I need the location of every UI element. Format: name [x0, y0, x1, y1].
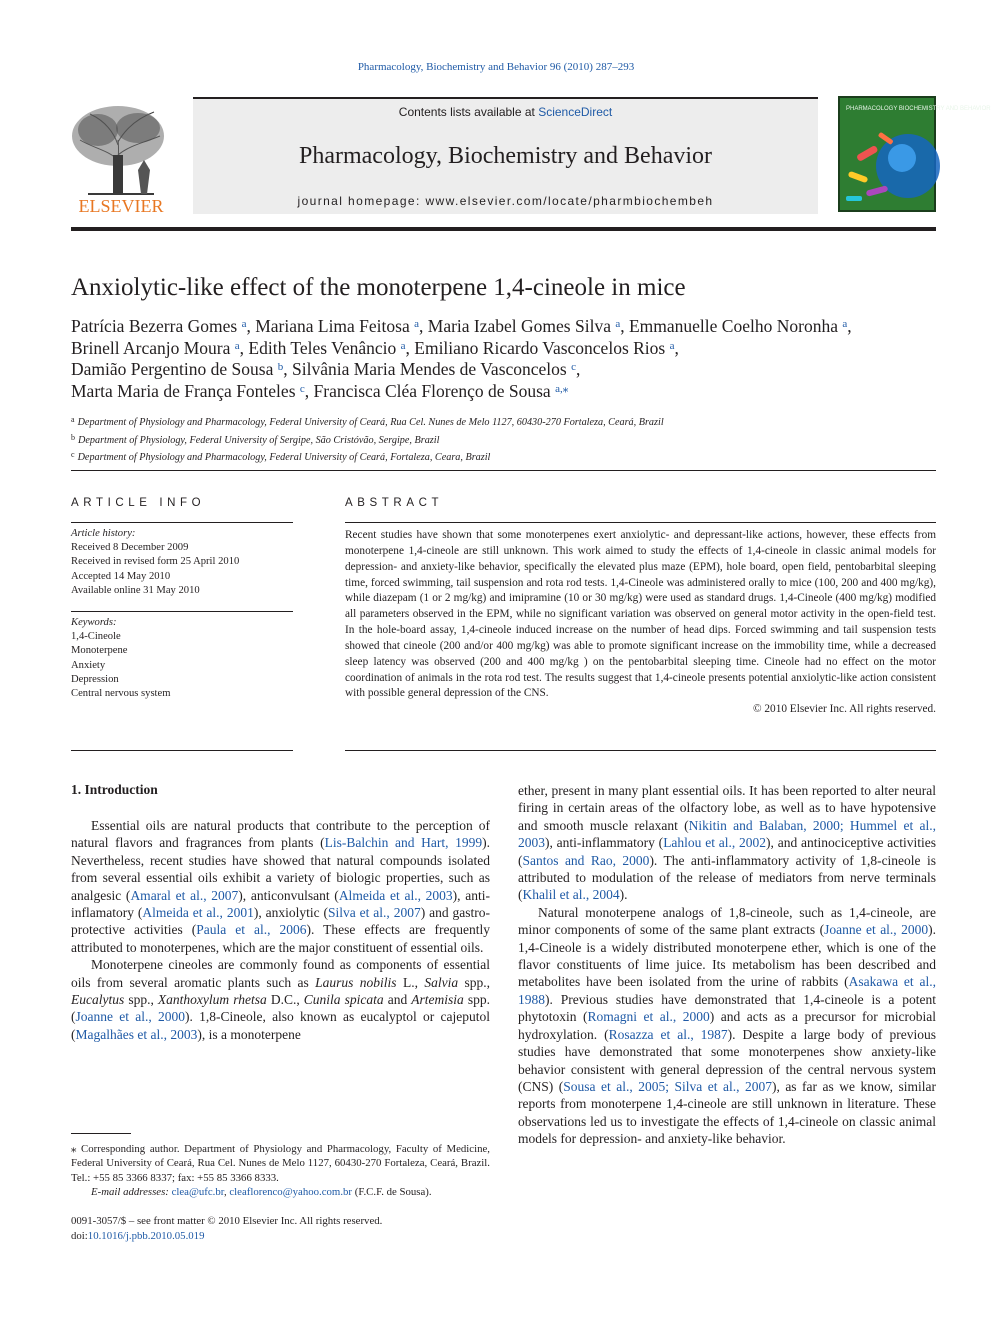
italic-term: Salvia [424, 974, 459, 990]
body-text: ), anti-inflamatory ( [71, 887, 490, 921]
affiliation-text: Department of Physiology, Federal University of Sergipe, São Cristóvão, Sergipe, Brazil [78, 434, 440, 446]
author-name[interactable]: Patrícia Bezerra Gomes [71, 316, 238, 336]
italic-term: Laurus nobilis [315, 974, 397, 990]
affiliation-mark: b [71, 432, 75, 442]
author-affiliation-mark[interactable]: a [234, 339, 240, 352]
cover-title: PHARMACOLOGY BIOCHEMISTRY AND BEHAVIOR [846, 106, 991, 112]
keywords-label: Keywords: [71, 617, 117, 628]
author-affiliation-mark[interactable]: a [241, 318, 247, 330]
body-text: ) and gastro-protective activities ( [71, 905, 490, 938]
title-rule [71, 470, 936, 471]
body-text: spp., [458, 974, 491, 990]
citation-link[interactable]: Sousa et al., 2005; Silva et al., 2007 [563, 1078, 772, 1094]
abstract-rule-bottom [345, 750, 936, 751]
doi-link[interactable]: 10.1016/j.pbb.2010.05.019 [87, 1229, 205, 1242]
affiliation-mark: a [71, 415, 75, 424]
citation-link[interactable]: Asakawa et al., 1988 [518, 974, 936, 1007]
email-link-1[interactable]: clea@ufc.br [171, 1185, 224, 1198]
issn-line: 0091-3057/$ – see front matter © 2010 Elsevier Inc. All rights reserved. [71, 1215, 383, 1227]
italic-term: Xanthoxylum rhetsa [157, 992, 267, 1008]
contents-prefix: Contents lists available at [398, 105, 539, 119]
body-text: ). These effects are frequently attributed to monoterpenes, which are the major constituent of essential oils. [71, 922, 491, 955]
citation-link[interactable]: Santos and Rao, 2000 [522, 852, 650, 868]
article-info-rule-mid [71, 611, 293, 612]
author-line: Marta Maria de França Fonteles $^c$, Francisca Cléa Florenço de Sousa $^{a,⁎}$ [71, 380, 569, 401]
author-name[interactable]: Emmanuelle Coelho Noronha [628, 316, 838, 336]
journal-citation[interactable]: Pharmacology, Biochemistry and Behavior 96 (2010) 287–293 [357, 61, 635, 73]
keywords-list [71, 630, 170, 701]
masthead-rule [71, 227, 936, 231]
history-item: Accepted 14 May 2010 [71, 570, 171, 582]
body-text: ether, present in many plant essential oils. It has been reported to alter neural firing in certain areas of the olfactory lobe, as well as to have hypotensive and smooth muscle relaxant ( [518, 783, 936, 833]
author-name[interactable]: Edith Teles Venâncio [248, 337, 397, 358]
journal-cover-image [838, 96, 991, 212]
affiliation [71, 448, 664, 466]
article-info-rule-bottom [71, 750, 293, 751]
author-name[interactable]: Francisca Cléa Florenço de Sousa [313, 380, 551, 401]
body-text: Monoterpene cineoles are commonly found as components of essential oils from several aromatic plants such as [71, 957, 490, 990]
abstract-copyright: © 2010 Elsevier Inc. All rights reserved. [752, 703, 936, 716]
body-text: and [383, 992, 412, 1008]
journal-title: Pharmacology, Biochemistry and Behavior [298, 143, 712, 169]
history-item: Available online 31 May 2010 [71, 584, 200, 596]
body-text: D.C., [266, 992, 304, 1008]
article-title: Anxiolytic-like effect of the monoterpene 1,4-cineole in mice [71, 274, 686, 301]
sciencedirect-link[interactable]: ScienceDirect [538, 105, 613, 119]
affiliation-text: Department of Physiology and Pharmacology, Federal University of Ceará, Rua Cel. Nunes de Melo 1127, 60430-270 Fortaleza, Ceará, Brazil [77, 417, 664, 428]
italic-term: Eucalytus [71, 992, 125, 1008]
body-text: ), is a monoterpene [197, 1026, 301, 1042]
article-history [71, 527, 239, 598]
body-text: Essential oils are natural products that contribute to the perception of natural flavors and fragrances from plants ( [71, 818, 490, 851]
citation-link[interactable]: Almeida et al., 2003 [338, 887, 453, 903]
body-text: ), and antinociceptive activities ( [518, 835, 936, 868]
front-matter [71, 1214, 382, 1243]
abstract-rule-top [345, 522, 936, 523]
author-name[interactable]: Maria Izabel Gomes Silva [427, 316, 611, 336]
citation-link[interactable]: Joanne et al., 2000 [75, 1009, 185, 1025]
body-text: ), anti-inflammatory ( [545, 835, 664, 851]
corresponding-author-footnote [71, 1142, 490, 1199]
author-line: Brinell Arcanjo Moura $^a$, Edith Teles Venâncio $^a$, Emiliano Ricardo Vasconcelos Rios $^a$, [71, 337, 679, 358]
author-affiliation-mark[interactable]: b [277, 361, 284, 373]
body-text: Natural monoterpene analogs of 1,8-cineole, such as 1,4-cineole, are minor components of some of the same plant extracts ( [518, 904, 936, 938]
body-paragraph [518, 904, 936, 1148]
keyword-item: Depression [71, 673, 119, 685]
author-affiliation-mark[interactable]: a,⁎ [555, 382, 569, 395]
author-name[interactable]: Brinell Arcanjo Moura [71, 337, 231, 358]
body-text: ). Despite a large body of previous studies have demonstrated that some monoterpenes show anxiety-like behavior consistent with general depression of the central nervous system (CNS) ( [518, 1026, 936, 1094]
author-affiliation-mark[interactable]: a [414, 318, 420, 330]
body-column-left [71, 817, 490, 1043]
affiliation-list [71, 413, 664, 466]
body-text: ) and acts as a precursor for microbial hydroxylation. ( [518, 1009, 937, 1042]
author-name[interactable]: Marta Maria de França Fonteles [71, 380, 296, 401]
citation-link[interactable]: Almeida et al., 2001 [142, 905, 254, 921]
history-item: Received in revised form 25 April 2010 [71, 556, 240, 568]
keyword-item: Monoterpene [71, 645, 128, 657]
italic-term: Cunila spicata [303, 992, 384, 1008]
body-text: spp. ( [71, 992, 491, 1025]
email-suffix: (F.C.F. de Sousa). [352, 1185, 432, 1198]
citation-link[interactable]: Lahlou et al., 2002 [663, 835, 767, 851]
body-text: ), anxiolytic ( [253, 905, 328, 921]
author-affiliation-mark[interactable]: a [669, 339, 675, 352]
elsevier-wordmark: ELSEVIER [78, 196, 164, 216]
email-line: E-mail addresses: clea@ufc.br, cleaflorenco@yahoo.com.br (F.C.F. de Sousa). [91, 1185, 432, 1198]
affiliation [71, 413, 664, 431]
body-text: ). 1,8-Cineole, also known as eucalyptol or cajeputol ( [71, 1009, 490, 1042]
keywords-block [71, 616, 170, 701]
email-label: E-mail addresses: [91, 1185, 169, 1198]
journal-homepage [193, 194, 818, 208]
body-paragraph [518, 782, 936, 904]
article-info-rule-top [71, 522, 293, 523]
doi-label: doi: [71, 1229, 88, 1242]
elsevier-logo [68, 100, 174, 216]
footnote-rule [71, 1133, 131, 1134]
body-text: ), anticonvulsant ( [238, 887, 339, 903]
history-list [71, 541, 239, 598]
keyword-item: Anxiety [71, 659, 106, 671]
contents-line [193, 105, 818, 119]
author-affiliation-mark[interactable]: a [615, 318, 621, 330]
section-title-introduction: 1. Introduction [71, 782, 158, 797]
author-affiliation-mark[interactable]: a [400, 339, 406, 352]
body-text: ). Nevertheless, recent studies have showed that natural compounds isolated from several essential oils exhibit a variety of biologic properties, such as analgesic ( [71, 835, 491, 903]
citation-link[interactable]: Joanne et al., 2000 [824, 922, 929, 938]
citation-link[interactable]: Paula et al., 2006 [196, 922, 307, 938]
author-affiliation-mark[interactable]: c [571, 361, 576, 373]
author-name[interactable]: Emiliano Ricardo Vasconcelos Rios [414, 337, 666, 358]
keyword-item: Central nervous system [71, 688, 171, 700]
italic-term: Artemisia [411, 992, 464, 1008]
citation-link[interactable]: Romagni et al., 2000 [587, 1009, 710, 1025]
author-affiliation-mark[interactable]: a [842, 318, 848, 330]
homepage-url[interactable]: www.elsevier.com/locate/pharmbiochembeh [425, 194, 714, 208]
body-paragraph [71, 956, 490, 1043]
citation-link[interactable]: Silva et al., 2007 [328, 905, 421, 921]
body-paragraph [71, 817, 490, 956]
body-column-right [518, 782, 936, 1148]
body-text: L., [396, 974, 425, 990]
corresponding-author-text: ⁎ Corresponding author. Department of Physiology and Pharmacology, Faculty of Medicine, Federal University of Ceará, Rua Cel. Nunes de Melo 1127, 60430-270 Fortaleza, Ceará, Brazil. Tel.: +55 85 3366 8337; fax: +55 85 3366 8333. [71, 1143, 490, 1184]
citation-link[interactable]: Magalhães et al., 2003 [75, 1026, 198, 1042]
body-text: ), as far as we know, similar reports from monoterpene 1,4-cineole are still unknown in literature. These observations led us to investigate the effects of 1,4-cineole on classic animal models for depression- and anxiety-like behavior. [518, 1078, 937, 1147]
citation-link[interactable]: Nikitin and Balaban, 2000; Hummel et al., 2003 [518, 817, 936, 851]
citation-link[interactable]: Amaral et al., 2007 [130, 887, 239, 903]
author-name[interactable]: Damião Pergentino de Sousa [71, 359, 274, 379]
body-text: ). Previous studies have demonstrated that 1,4-cineole is a potent phytotoxin ( [518, 991, 936, 1025]
keyword-item: 1,4-Cineole [71, 631, 121, 643]
email-link-2[interactable]: cleaflorenco@yahoo.com.br [229, 1185, 353, 1198]
body-text: ). The anti-inflammatory activity of 1,8-cineole is attributed to modulation of the release of mediators from nerve terminals ( [518, 852, 936, 903]
affiliation-mark: c [71, 450, 75, 459]
affiliation-text: Department of Physiology and Pharmacology, Federal University of Ceará, Fortaleza, Ceara, Brazil [77, 452, 491, 463]
abstract-text: Recent studies have shown that some monoterpenes exert anxiolytic- and depressant-like actions, however, these effects from monoterpene 1,4-cineole are still unknown. This work aimed to study the effects of 1,4-cineole in classic animal models for depression- and anxiety-like behavior, specifically the elevated plus maze (EPM), hole board, open field, pentobarbital sleeping time, forced swimming, tail suspension and rota rod tests. 1,4-Cineole was administered orally to mice (100, 200 and 400 mg/kg), while diazepam (1 or 2 mg/kg) and imipramine (10 or 30 mg/kg) were used as standard drugs. 1,4-Cineole (400 mg/kg) modified all parameters observed in the EPM, while no significant variation was observed on general motor activity in the open-field test. In the hole-board assay, 1,4-cineole induced increase on the number of head dips. Forced swimming and tail suspension tests showed that cineole (200 and/or 400 mg/kg) was able to promote significant increase on the immobility time, while a decreased sleep latency was observed (200 and 400 mg/kg ) on the pentobarbital sleeping time. Cineole had no effect on the motor coordination of animals in the rota rod test. The results suggest that 1,4-cineole presents potential anxiolytic-like action consistent with possible general depression of the CNS. [345, 529, 936, 700]
author-list [71, 316, 941, 402]
affiliation [71, 431, 664, 449]
history-label: Article history: [71, 528, 136, 539]
homepage-label: journal homepage: [297, 194, 426, 208]
body-text: ). 1,4-Cineole is a widely distributed monoterpene ether, which is one of the flavor constituents of lime juice. Its metabolism has been described and metabolites have been isolated from the urine of rabbits ( [518, 922, 936, 990]
journal-masthead [193, 97, 818, 214]
author-line: Damião Pergentino de Sousa $^b$, Silvânia Maria Mendes de Vasconcelos $^c$, [71, 359, 581, 379]
abstract-body [345, 528, 936, 718]
citation-link[interactable]: Khalil et al., 2004 [522, 887, 620, 903]
body-text: spp., [124, 992, 158, 1008]
author-line: Patrícia Bezerra Gomes $^a$, Mariana Lima Feitosa $^a$, Maria Izabel Gomes Silva $^a$, Emmanuelle Coelho Noronha $^a$, [71, 316, 852, 336]
article-info-heading: ARTICLE INFO [71, 497, 206, 509]
history-item: Received 8 December 2009 [71, 542, 189, 554]
citation-link[interactable]: Rosazza et al., 1987 [608, 1026, 728, 1042]
author-name[interactable]: Silvânia Maria Mendes de Vasconcelos [291, 359, 567, 379]
doi-line [71, 1229, 382, 1244]
body-text: ). [619, 887, 628, 903]
author-name[interactable]: Mariana Lima Feitosa [255, 316, 410, 336]
author-affiliation-mark[interactable]: c [299, 382, 305, 395]
citation-link[interactable]: Lis-Balchin and Hart, 1999 [324, 835, 483, 851]
abstract-heading: ABSTRACT [345, 497, 444, 509]
